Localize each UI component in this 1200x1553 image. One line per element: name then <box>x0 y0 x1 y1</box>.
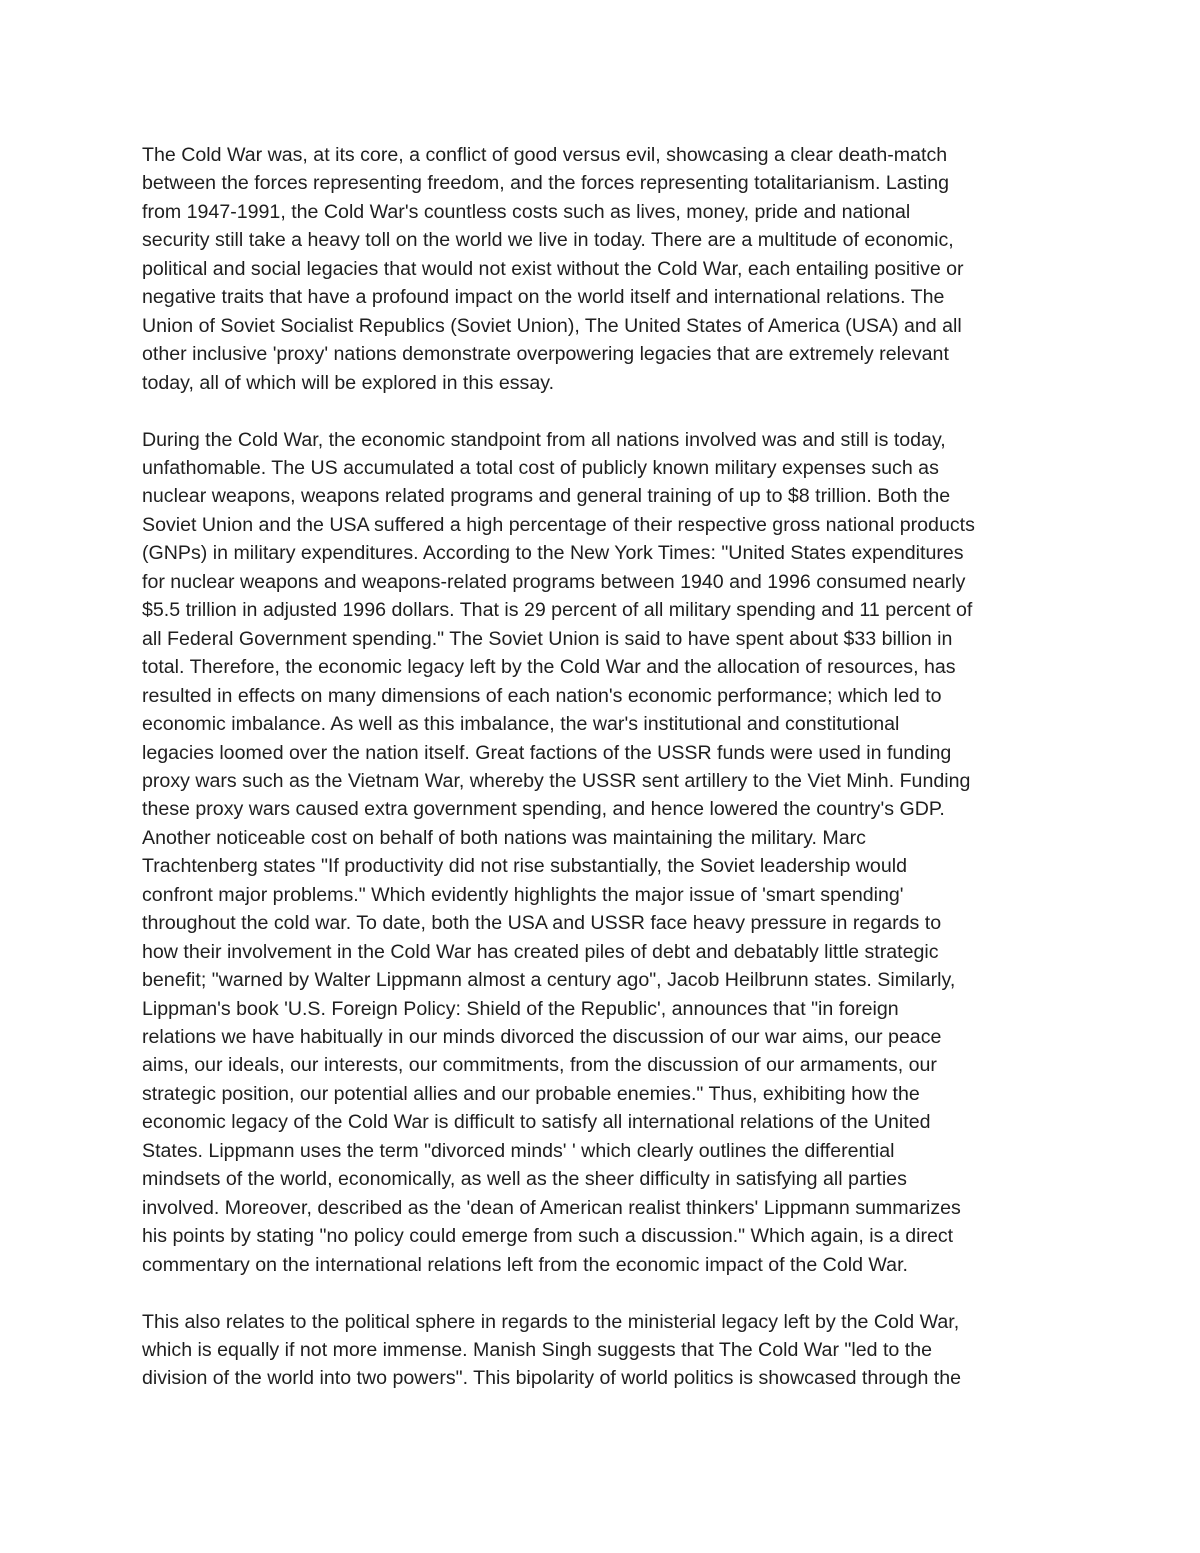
text-line: economic imbalance. As well as this imbalance, the war's institutional and constitutional <box>142 713 900 736</box>
text-line: mindsets of the world, economically, as well as the sheer difficulty in satisfying all parties <box>142 1168 907 1191</box>
text-line: unfathomable. The US accumulated a total cost of publicly known military expenses such as <box>142 456 939 479</box>
text-line: resulted in effects on many dimensions of each nation's economic performance; which led to <box>142 684 942 707</box>
text-line: States. Lippmann uses the term "divorced minds' ' which clearly outlines the differential <box>142 1139 895 1162</box>
text-line: political and social legacies that would not exist without the Cold War, each entailing positive or <box>142 257 964 280</box>
text-line: Another noticeable cost on behalf of both nations was maintaining the military. Marc <box>142 826 866 849</box>
text-line: today, all of which will be explored in this essay. <box>142 371 555 394</box>
text-line: how their involvement in the Cold War has created piles of debt and debatably little strategic <box>142 940 939 963</box>
text-line: total. Therefore, the economic legacy left by the Cold War and the allocation of resources, has <box>142 656 956 679</box>
paragraph-introduction <box>142 141 1082 397</box>
text-line: This also relates to the political sphere in regards to the ministerial legacy left by the Cold War, <box>142 1310 960 1333</box>
text-line: legacies loomed over the nation itself. Great factions of the USSR funds were used in funding <box>142 741 952 764</box>
text-line: negative traits that have a profound impact on the world itself and international relations. The <box>142 286 945 309</box>
text-line: involved. Moreover, described as the 'dean of American realist thinkers' Lippmann summarizes <box>142 1196 961 1219</box>
text-line: Union of Soviet Socialist Republics (Soviet Union), The United States of America (USA) and all <box>142 314 962 337</box>
text-line: other inclusive 'proxy' nations demonstrate overpowering legacies that are extremely relevant <box>142 343 949 366</box>
text-line: for nuclear weapons and weapons-related programs between 1940 and 1996 consumed nearly <box>142 570 966 593</box>
text-line: Trachtenberg states "If productivity did not rise substantially, the Soviet leadership would <box>142 855 907 878</box>
text-line: (GNPs) in military expenditures. According to the New York Times: "United States expenditures <box>142 542 964 565</box>
text-line: economic legacy of the Cold War is difficult to satisfy all international relations of the United <box>142 1111 931 1134</box>
text-line: which is equally if not more immense. Manish Singh suggests that The Cold War "led to the <box>142 1339 932 1361</box>
text-line: benefit; "warned by Walter Lippmann almost a century ago", Jacob Heilbrunn states. Similarly, <box>142 969 956 992</box>
text-line: confront major problems." Which evidently highlights the major issue of 'smart spending' <box>142 883 904 906</box>
text-line: The Cold War was, at its core, a conflict of good versus evil, showcasing a clear death-match <box>142 144 948 166</box>
text-line: Soviet Union and the USA suffered a high percentage of their respective gross national products <box>142 513 975 536</box>
text-line: division of the world into two powers". This bipolarity of world politics is showcased through the <box>142 1367 962 1390</box>
text-line: throughout the cold war. To date, both the USA and USSR face heavy pressure in regards to <box>142 912 942 935</box>
text-line: strategic position, our potential allies and our probable enemies." Thus, exhibiting how the <box>142 1082 920 1105</box>
text-line: all Federal Government spending." The Soviet Union is said to have spent about $33 billion in <box>142 627 953 650</box>
text-line: Lippman's book 'U.S. Foreign Policy: Shield of the Republic', announces that "in foreign <box>142 997 899 1020</box>
text-line: security still take a heavy toll on the world we live in today. There are a multitude of economic, <box>142 229 954 252</box>
text-line: $5.5 trillion in adjusted 1996 dollars. That is 29 percent of all military spending and 11 percent of <box>142 599 973 622</box>
text-line: commentary on the international relations left from the economic impact of the Cold War. <box>142 1253 908 1276</box>
text-line: nuclear weapons, weapons related programs and general training of up to $8 trillion. Both the <box>142 485 951 508</box>
paragraph-economic-legacy <box>142 426 1082 1280</box>
text-line: from 1947-1991, the Cold War's countless costs such as lives, money, pride and national <box>142 200 911 223</box>
paragraph-political-legacy <box>142 1308 1082 1393</box>
text-line: proxy wars such as the Vietnam War, whereby the USSR sent artillery to the Viet Minh. Funding <box>142 769 971 792</box>
essay-body <box>142 141 1082 1421</box>
text-line: his points by stating "no policy could emerge from such a discussion." Which again, is a direct <box>142 1225 954 1248</box>
text-line: these proxy wars caused extra government spending, and hence lowered the country's GDP. <box>142 798 945 821</box>
text-line: During the Cold War, the economic standpoint from all nations involved was and still is today, <box>142 428 946 451</box>
text-line: aims, our ideals, our interests, our commitments, from the discussion of our armaments, our <box>142 1054 937 1077</box>
text-line: relations we have habitually in our minds divorced the discussion of our war aims, our peace <box>142 1026 942 1049</box>
text-line: between the forces representing freedom, and the forces representing totalitarianism. Lasting <box>142 172 950 195</box>
